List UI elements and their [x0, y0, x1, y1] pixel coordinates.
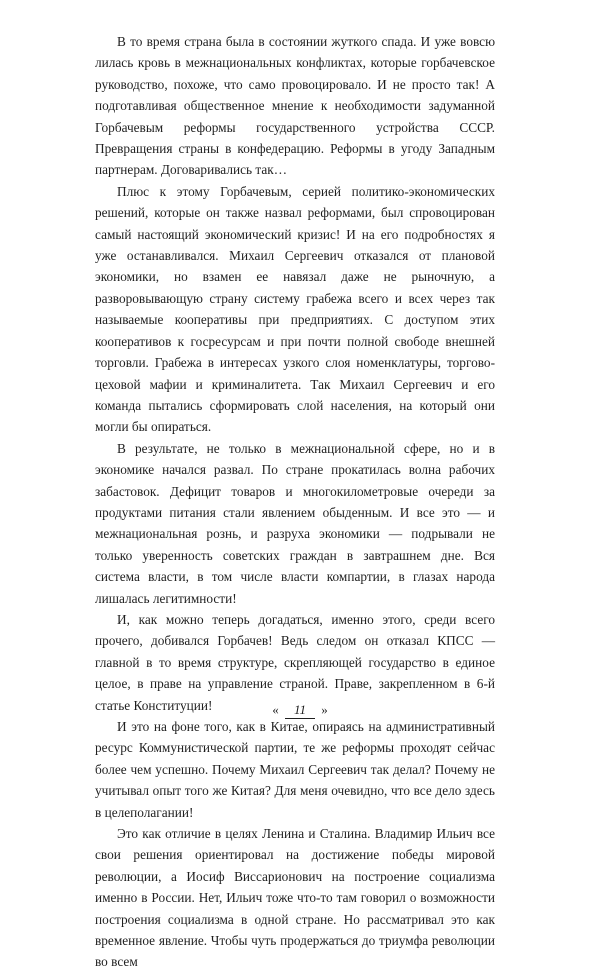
footer-close-quote: »	[321, 702, 328, 717]
paragraph-5: И это на фоне того, как в Китае, опираясь на административный ресурс Коммунистической партии, те же реформы проходят сейчас более чем успешно. Почему Михаил Сергеевич так делал? Почему не учитывал опыт того же Китая? Для меня очевидно, что все дело здесь в целеполагании!	[95, 719, 495, 820]
paragraph-3: В результате, не только в межнациональной сфере, но и в экономике начался развал. По стране прокатилась волна рабочих забастовок. Дефицит товаров и многокилометровые очереди за продуктами питания стали явлением обыденным. И все это — и межнациональная рознь, и разруха экономики — подрывали не только уверенность советских граждан в завтрашнем дне. Вся система власти, в том числе власти компартии, в глазах народа лишалась легитимности!	[95, 440, 495, 606]
page-footer	[0, 702, 600, 719]
footer-open-quote: «	[272, 702, 279, 717]
page-number: 11	[285, 702, 315, 719]
paragraph-6: Это как отличие в целях Ленина и Сталина. Владимир Ильич все свои решения ориентировал на достижение победы мировой революции, а Иосиф Виссарионович на построение социализма именно в России. Нет, Ильич тоже что-то там говорил о возможности построения социализма в одной стране. Но рассматривал это как временное явление. Чтобы чуть продержаться до триумфа революции во всем	[95, 826, 495, 970]
paragraph-4: И, как можно теперь догадаться, именно этого, среди всего прочего, добивался Горбачев! Ведь следом он отказал КПСС — главной в то время структуре, скрепляющей государство в единое целое, в праве на управление страной. Праве, закрепленном в 6-й статье Конституции!	[95, 611, 495, 713]
paragraph-1: В то время страна была в состоянии жуткого спада. И уже вовсю лилась кровь в межнациональных конфликтах, которые горбачевское руководство, похоже, что само провоцировало. И не просто так! А подготавливая общественное мнение к необходимости задуманной Горбачевым реформы государственного устройства СССР. Превращения страны в конфедерацию. Реформы в угоду Западным партнерам. Договаривались так…	[95, 34, 495, 178]
paragraph-2: Плюс к этому Горбачевым, серией политико-экономических решений, которые он также назвал реформами, был спровоцирован самый настоящий экономический кризис! И на его подробностях я уже останавливался. Михаил Сергеевич отказался от плановой экономики, но взамен ее навязал даже не рыночную, а разворовывающую страну систему грабежа всего и всех через так называемые кооперативы при предприятиях. С доступом этих кооперативов к госресурсам и при почти полной свободе внешней торговли. Грабежа в интересах узкого слоя номенклатуры, торгово-цеховой мафии и криминалитета. Так Михаил Сергеевич и его команда пытались сформировать слой населения, на который они могли бы опираться.	[95, 183, 495, 435]
page-body-text	[95, 31, 495, 973]
